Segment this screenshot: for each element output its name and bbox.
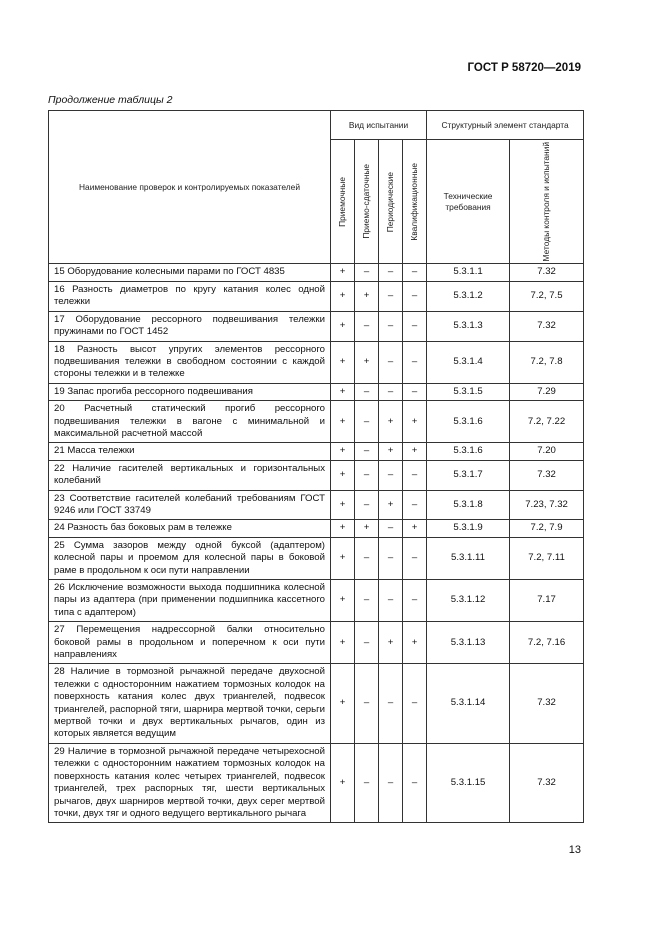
col-header-acceptance-text: Приемочные — [337, 176, 348, 227]
row-mark: – — [379, 383, 403, 400]
row-mark: – — [379, 580, 403, 622]
row-mark: + — [331, 264, 355, 281]
row-name: 26 Исключение возможности выхода подшипника колесной пары из адаптера (при применении подшипника кассетного типа с адаптером) — [49, 580, 331, 622]
col-header-qualification-text: Квалификационные — [409, 162, 420, 241]
row-mark: – — [355, 264, 379, 281]
row-mark: + — [331, 281, 355, 311]
row-mark: + — [331, 443, 355, 460]
row-mark: – — [355, 580, 379, 622]
row-mark: + — [331, 520, 355, 537]
row-mark: + — [331, 743, 355, 822]
row-mark: – — [403, 311, 427, 341]
row-mark: + — [331, 622, 355, 664]
row-tech: 5.3.1.9 — [427, 520, 510, 537]
row-name: 29 Наличие в тормозной рычажной передаче четырехосной тележки с односторонним нажатием тормозных колодок на поверхность катания колес четырех триангелей, подвесок триангелей, трех распорных тяг, шести вертикальных рычагов, двух шарниров мертвой точки, двух серег мертвой точки, двух тяг и одного ведущего вертикального рычага — [49, 743, 331, 822]
col-header-methods — [510, 140, 584, 264]
row-mark: – — [379, 311, 403, 341]
row-name: 20 Расчетный статический прогиб рессорного подвешивания тележки в вагоне с минимальной и максимальной расчетной массой — [49, 401, 331, 443]
row-method: 7.2, 7.11 — [510, 537, 584, 579]
table-caption: Продолжение таблицы 2 — [48, 94, 173, 106]
row-method: 7.2, 7.8 — [510, 341, 584, 383]
row-mark: – — [403, 383, 427, 400]
col-header-tech: Технические требования — [427, 140, 510, 264]
row-mark: – — [403, 341, 427, 383]
row-method: 7.17 — [510, 580, 584, 622]
row-mark: + — [355, 281, 379, 311]
row-mark: – — [379, 264, 403, 281]
row-name: 21 Масса тележки — [49, 443, 331, 460]
row-mark: + — [331, 401, 355, 443]
row-mark: + — [331, 383, 355, 400]
row-name: 22 Наличие гасителей вертикальных и горизонтальных колебаний — [49, 460, 331, 490]
row-tech: 5.3.1.12 — [427, 580, 510, 622]
row-mark: + — [379, 622, 403, 664]
col-header-periodic-text: Периодические — [385, 171, 396, 232]
row-mark: + — [403, 401, 427, 443]
row-mark: – — [379, 341, 403, 383]
row-mark: – — [379, 281, 403, 311]
table-row — [49, 490, 584, 520]
page-number: 13 — [568, 844, 581, 856]
row-method: 7.2, 7.9 — [510, 520, 584, 537]
row-mark: – — [403, 264, 427, 281]
row-mark: + — [331, 460, 355, 490]
row-mark: + — [379, 443, 403, 460]
row-name: 28 Наличие в тормозной рычажной передаче двухосной тележки с односторонним нажатием тормозных колодок на поверхность катания колес двух триангелей, подвесок триангелей, распорной тяги, шарнира мертвой точки, серьги мертвой точки и двух вертикальных рычагов, один из которых является ведущим — [49, 664, 331, 743]
table-row — [49, 580, 584, 622]
row-mark: – — [379, 743, 403, 822]
row-name: 16 Разность диаметров по кругу катания колес одной тележки — [49, 281, 331, 311]
row-mark: + — [379, 490, 403, 520]
row-tech: 5.3.1.5 — [427, 383, 510, 400]
row-mark: + — [355, 341, 379, 383]
row-mark: – — [379, 460, 403, 490]
row-mark: – — [355, 490, 379, 520]
table-row — [49, 311, 584, 341]
row-tech: 5.3.1.3 — [427, 311, 510, 341]
col-header-delivery-text: Приемо-сдаточные — [361, 164, 372, 240]
row-mark: + — [403, 443, 427, 460]
row-name: 15 Оборудование колесными парами по ГОСТ 4835 — [49, 264, 331, 281]
table-row — [49, 341, 584, 383]
table-row — [49, 743, 584, 822]
group-tests-header: Вид испытании — [331, 111, 427, 140]
row-mark: + — [331, 490, 355, 520]
row-name: 27 Перемещения надрессорной балки относительно боковой рамы в продольном и поперечном к оси пути направлениях — [49, 622, 331, 664]
row-method: 7.2, 7.16 — [510, 622, 584, 664]
row-tech: 5.3.1.15 — [427, 743, 510, 822]
row-method: 7.32 — [510, 311, 584, 341]
table-row — [49, 401, 584, 443]
col-header-methods-text: Методы контроля и испытаний — [541, 142, 552, 262]
row-mark: + — [331, 664, 355, 743]
row-method: 7.32 — [510, 460, 584, 490]
col-header-periodic — [379, 140, 403, 264]
row-method: 7.23, 7.32 — [510, 490, 584, 520]
row-method: 7.29 — [510, 383, 584, 400]
row-name: 19 Запас прогиба рессорного подвешивания — [49, 383, 331, 400]
row-mark: – — [379, 537, 403, 579]
row-mark: – — [403, 664, 427, 743]
row-mark: – — [403, 281, 427, 311]
row-mark: – — [403, 490, 427, 520]
row-method: 7.32 — [510, 664, 584, 743]
table-row — [49, 664, 584, 743]
row-mark: + — [331, 341, 355, 383]
table-row — [49, 520, 584, 537]
row-name: 23 Соответствие гасителей колебаний требованиям ГОСТ 9246 или ГОСТ 33749 — [49, 490, 331, 520]
col-header-acceptance — [331, 140, 355, 264]
table-row — [49, 460, 584, 490]
row-mark: + — [355, 520, 379, 537]
row-method: 7.32 — [510, 743, 584, 822]
row-tech: 5.3.1.13 — [427, 622, 510, 664]
row-mark: – — [355, 401, 379, 443]
row-mark: – — [403, 537, 427, 579]
row-name: 24 Разность баз боковых рам в тележке — [49, 520, 331, 537]
row-tech: 5.3.1.6 — [427, 401, 510, 443]
row-method: 7.2, 7.22 — [510, 401, 584, 443]
row-mark: – — [355, 664, 379, 743]
row-method: 7.20 — [510, 443, 584, 460]
row-tech: 5.3.1.1 — [427, 264, 510, 281]
row-mark: – — [355, 743, 379, 822]
col-name-header: Наименование проверок и контролируемых показателей — [49, 111, 331, 264]
row-tech: 5.3.1.4 — [427, 341, 510, 383]
row-mark: – — [403, 743, 427, 822]
table-row — [49, 281, 584, 311]
row-tech: 5.3.1.8 — [427, 490, 510, 520]
row-mark: + — [331, 580, 355, 622]
row-name: 18 Разность высот упругих элементов рессорного подвешивания тележки в свободном состоянии с каждой стороны тележки и в тележке — [49, 341, 331, 383]
row-mark: + — [379, 401, 403, 443]
table-row — [49, 443, 584, 460]
row-mark: + — [331, 537, 355, 579]
row-method: 7.32 — [510, 264, 584, 281]
row-tech: 5.3.1.6 — [427, 443, 510, 460]
row-mark: – — [403, 580, 427, 622]
row-tech: 5.3.1.14 — [427, 664, 510, 743]
col-header-qualification — [403, 140, 427, 264]
row-mark: – — [379, 664, 403, 743]
col-header-delivery — [355, 140, 379, 264]
standard-number: ГОСТ Р 58720—2019 — [467, 62, 581, 74]
row-mark: – — [355, 443, 379, 460]
requirements-table — [48, 110, 584, 823]
row-name: 17 Оборудование рессорного подвешивания тележки пружинами по ГОСТ 1452 — [49, 311, 331, 341]
row-mark: + — [331, 311, 355, 341]
row-mark: – — [355, 311, 379, 341]
row-tech: 5.3.1.11 — [427, 537, 510, 579]
row-method: 7.2, 7.5 — [510, 281, 584, 311]
table-row — [49, 383, 584, 400]
row-tech: 5.3.1.2 — [427, 281, 510, 311]
table-row — [49, 264, 584, 281]
row-mark: – — [403, 460, 427, 490]
table-row — [49, 537, 584, 579]
row-mark: – — [355, 537, 379, 579]
row-mark: – — [355, 460, 379, 490]
row-mark: + — [403, 520, 427, 537]
row-mark: – — [355, 383, 379, 400]
table-row — [49, 622, 584, 664]
row-name: 25 Сумма зазоров между одной буксой (адаптером) колесной пары и проемом для колесной пары в боковой раме в продольном к оси пути направлении — [49, 537, 331, 579]
row-mark: + — [403, 622, 427, 664]
group-struct-header: Структурный элемент стандарта — [427, 111, 584, 140]
row-mark: – — [355, 622, 379, 664]
row-tech: 5.3.1.7 — [427, 460, 510, 490]
row-mark: – — [379, 520, 403, 537]
